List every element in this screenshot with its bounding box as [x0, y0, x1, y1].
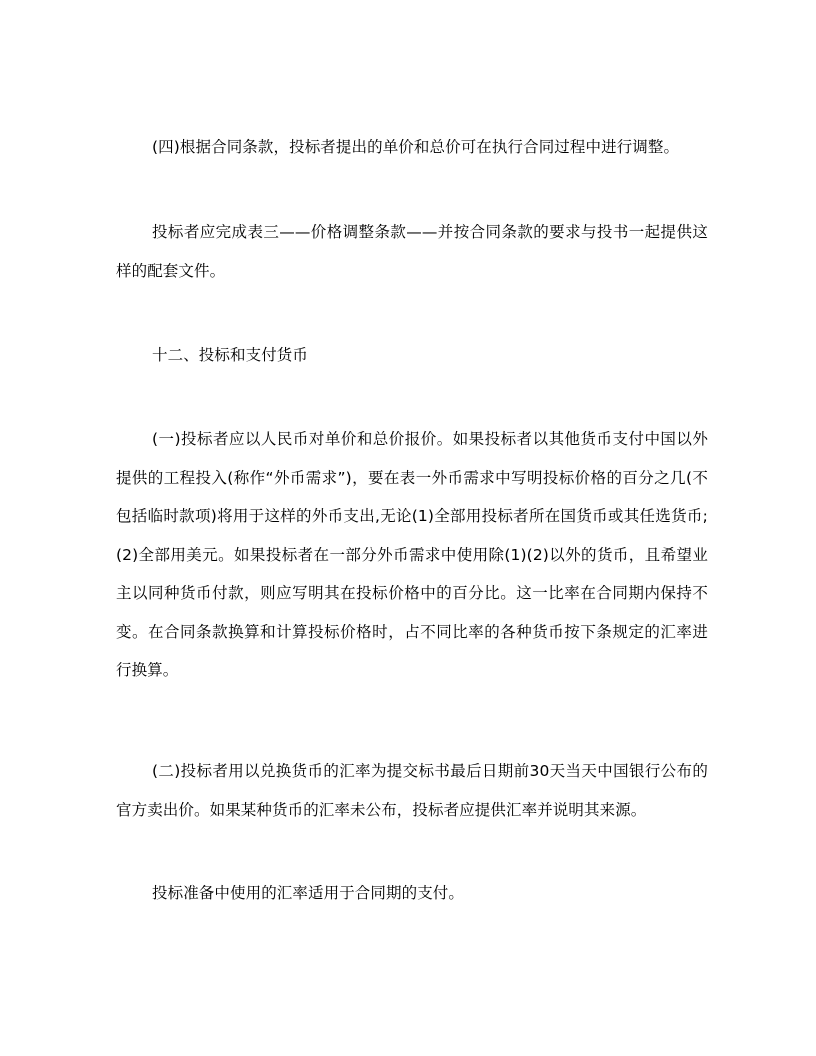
paragraph-table-three: 投标者应完成表三——价格调整条款——并按合同条款的要求与投书一起提供这样的配套文件。	[116, 223, 708, 280]
paragraph-rate-applicability: 投标准备中使用的汇率适用于合同期的支付。	[152, 884, 465, 902]
section-heading-currency: 十二、投标和支付货币	[152, 346, 309, 364]
paragraph-price-adjustment: (四)根据合同条款，投标者提出的单价和总价可在执行合同过程中进行调整。	[152, 138, 680, 156]
paragraph-rmb-quotation: (一)投标者应以人民币对单价和总价报价。如果投标者以其他货币支付中国以外提供的工程投入(称作“外币需求”)，要在表一外币需求中写明投标价格的百分之几(不包括临时款项)将用于这样的外币支出,无论(1)全部用投标者所在国货币或其任选货币;(2)全部用美元。如果投标者在一部分外币需求中使用除(1)(2)以外的货币，且希望业主以同种货币付款，则应写明其在投标价格中的百分比。这一比率在合同期内保持不变。在合同条款换算和计算投标价格时，占不同比率的各种货币按下条规定的汇率进行换算。	[116, 430, 708, 679]
paragraph-exchange-rate: (二)投标者用以兑换货币的汇率为提交标书最后日期前30天当天中国银行公布的官方卖出价。如果某种货币的汇率未公布，投标者应提供汇率并说明其来源。	[116, 762, 708, 819]
